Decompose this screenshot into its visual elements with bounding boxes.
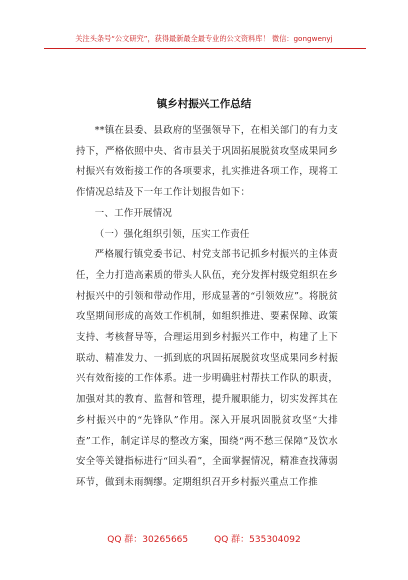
intro-paragraph: **镇在县委、县政府的坚强领导下，在相关部门的有力支持下，严格依照中央、省市县关于巩固拓展脱贫攻坚成果同乡村振兴有效衔接工作的各项要求，扎实推进各项工作，现将工作情况总结及下一年工作计划报告如下： (76, 125, 338, 199)
document-body (76, 121, 338, 494)
header-banner: 关注头条号“公文研究”，获得最新最全最专业的公文资料库！ 微信：gongwenyj (75, 34, 333, 43)
subsection-heading: （一）强化组织引领，压实工作责任 (94, 228, 250, 240)
footer-qq-group-1: QQ 群：30265665 (107, 535, 189, 545)
body-paragraph: 严格履行镇党委书记、村党支部书记抓乡村振兴的主体责任，全力打造高素质的带头人队伍，充分发挥村级党组织在乡村振兴中的引领和带动作用，形成显著的“引领效应”。将脱贫攻坚期间形成的高效工作机制，如组织推进、要素保障、政策支持、考核督导等，合理运用到乡村振兴工作中，构建了上下联动、精准发力、一抓到底的巩固拓展脱贫攻坚成果同乡村振兴有效衔接的工作体系。进一步明确驻村帮扶工作队的职责，加强对其的教育、监督和管理，提升履职能力，切实发挥其在乡村振兴中的“先锋队”作用。深入开展巩固脱贫攻坚“大排查”工作，制定详尽的整改方案，围绕“两不愁三保障”及饮水安全等关键指标进行“回头看”，全面掌握情况，精准查找薄弱环节，做到未雨绸缪。定期组织召开乡村振兴重点工作推 (76, 249, 338, 488)
footer-contact (0, 532, 408, 545)
header-divider (44, 48, 366, 49)
footer-qq-group-2: QQ 群：535304092 (214, 535, 301, 545)
section-heading: 一、工作开展情况 (94, 207, 173, 219)
document-title: 镇乡村振兴工作总结 (156, 98, 252, 110)
